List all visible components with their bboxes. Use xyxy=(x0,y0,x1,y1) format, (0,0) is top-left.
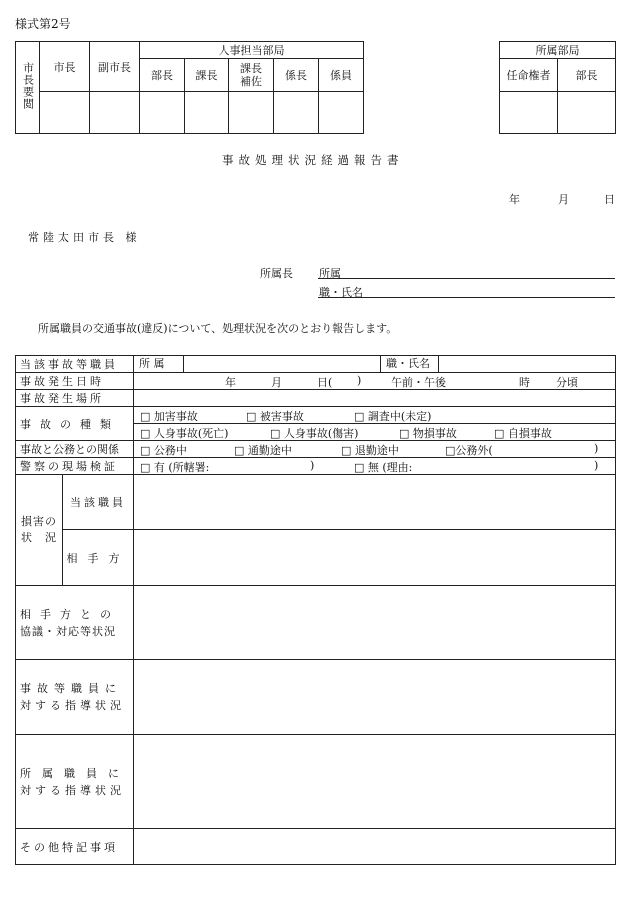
hr-role-header: 係員 xyxy=(319,59,364,92)
guide-staff-label xyxy=(16,735,134,829)
date-year: 年 xyxy=(509,193,520,206)
checkbox-injury[interactable]: □ 人身事故(傷害) xyxy=(270,427,359,440)
name-input[interactable] xyxy=(439,356,615,372)
seal-box[interactable] xyxy=(140,92,185,134)
checkbox-injury-death[interactable]: □ 人身事故(死亡) xyxy=(140,427,229,440)
hr-role-header: 係長 xyxy=(274,59,319,92)
police-label: 警察の現場検証 xyxy=(16,458,134,475)
damage-label: 損害の 状 況 xyxy=(16,475,63,586)
datetime-field[interactable] xyxy=(134,373,616,390)
guide-staff-label-line1: 所属職員に xyxy=(20,766,130,780)
reporter-affiliation-label: 所属 xyxy=(319,267,341,280)
datetime-close: ) xyxy=(357,374,362,387)
own-role-header: 部長 xyxy=(558,59,616,92)
reporter-name-label: 職・氏名 xyxy=(319,286,363,299)
reporter-head-label: 所属長 xyxy=(260,267,293,280)
duty-label: 事故と公務との関係 xyxy=(16,441,134,458)
document-title: 事故処理状況経過報告書 xyxy=(222,153,404,167)
affiliation-label: 所 属 xyxy=(134,356,184,372)
checkbox-police-no[interactable]: □ 無 (理由: xyxy=(354,461,413,474)
addressee: 常陸太田市長 様 xyxy=(28,231,141,244)
datetime-day: 日( xyxy=(317,376,333,389)
negotiation-input[interactable] xyxy=(134,586,616,660)
duty-options xyxy=(134,441,616,458)
seal-box[interactable] xyxy=(558,92,616,134)
affiliation-underline xyxy=(318,278,615,279)
checkbox-off-duty[interactable]: □公務外( xyxy=(445,444,493,457)
damage-self-input[interactable] xyxy=(134,475,616,530)
datetime-ampm: 午前・午後 xyxy=(391,376,446,389)
police-yes-close: ) xyxy=(310,459,315,472)
damage-other-input[interactable] xyxy=(134,530,616,586)
guide-accident-label-line1: 事故等職員に xyxy=(20,682,122,695)
place-input[interactable] xyxy=(134,390,616,407)
type-label: 事故の種類 xyxy=(16,407,134,441)
seal-box[interactable] xyxy=(185,92,229,134)
hr-role-header: 部長 xyxy=(140,59,185,92)
guide-staff-label-line2: 対する指導状況 xyxy=(20,783,125,797)
seal-box[interactable] xyxy=(500,92,558,134)
negotiation-label-line1: 相手方との xyxy=(20,607,120,621)
checkbox-investigating[interactable]: □ 調査中(未定) xyxy=(354,410,432,423)
damage-other-label: 相手方 xyxy=(63,530,134,586)
employee-field[interactable] xyxy=(134,356,616,373)
checkbox-return-commute[interactable]: □ 退勤途中 xyxy=(341,444,399,457)
date-month: 月 xyxy=(558,193,569,206)
employee-label: 当該事故等職員 xyxy=(16,356,134,373)
mayor-header: 市長 xyxy=(40,42,90,92)
deputy-mayor-header: 副市長 xyxy=(90,42,140,92)
checkbox-harm[interactable]: □ 加害事故 xyxy=(140,410,198,423)
guide-staff-input[interactable] xyxy=(134,735,616,829)
type-options-row2 xyxy=(134,424,616,441)
hr-role-header: 課長 補佐 xyxy=(229,59,274,92)
report-table xyxy=(15,355,616,865)
checkbox-police-yes[interactable]: □ 有 (所轄署: xyxy=(140,461,210,474)
checkbox-victim[interactable]: □ 被害事故 xyxy=(246,410,304,423)
datetime-month: 月 xyxy=(271,376,282,389)
datetime-label: 事故発生日時 xyxy=(16,373,134,390)
datetime-minute: 分頃 xyxy=(556,376,578,389)
own-dept-header: 所属部局 xyxy=(500,42,616,59)
type-options-row1 xyxy=(134,407,616,424)
name-label: 職・氏名 xyxy=(381,356,439,372)
seal-box[interactable] xyxy=(40,92,90,134)
checkbox-on-duty[interactable]: □ 公務中 xyxy=(140,444,187,457)
other-label: その他特記事項 xyxy=(16,829,134,865)
date-day: 日 xyxy=(604,193,615,206)
seal-box[interactable] xyxy=(274,92,319,134)
hr-role-header: 課長 xyxy=(185,59,229,92)
police-no-close: ) xyxy=(594,459,599,472)
guide-accident-label xyxy=(16,660,134,735)
seal-box[interactable] xyxy=(319,92,364,134)
dept-approval-table xyxy=(499,41,616,134)
seal-box[interactable] xyxy=(229,92,274,134)
hr-dept-header: 人事担当部局 xyxy=(140,42,364,59)
checkbox-self[interactable]: □ 自損事故 xyxy=(494,427,552,440)
negotiation-label xyxy=(16,586,134,660)
form-number: 様式第2号 xyxy=(15,17,71,31)
datetime-hour: 時 xyxy=(519,376,530,389)
damage-self-label: 当該職員 xyxy=(63,475,134,530)
own-role-header: 任命権者 xyxy=(500,59,558,92)
name-underline xyxy=(318,297,615,298)
negotiation-label-line2: 協議・対応等状況 xyxy=(20,624,116,638)
seal-box[interactable] xyxy=(90,92,140,134)
checkbox-commute[interactable]: □ 通勤途中 xyxy=(234,444,292,457)
guide-accident-label-line2: 対する指導状況 xyxy=(20,699,125,712)
datetime-year: 年 xyxy=(225,376,236,389)
guide-accident-input[interactable] xyxy=(134,660,616,735)
place-label: 事故発生場所 xyxy=(16,390,134,407)
other-input[interactable] xyxy=(134,829,616,865)
police-options xyxy=(134,458,616,475)
mayor-review-header: 市長要閲 xyxy=(16,42,40,134)
approval-table xyxy=(15,41,364,134)
affiliation-input[interactable] xyxy=(184,356,381,372)
duty-close: ) xyxy=(594,442,599,455)
intro-text: 所属職員の交通事故(違反)について、処理状況を次のとおり報告します。 xyxy=(38,322,398,335)
checkbox-property[interactable]: □ 物損事故 xyxy=(399,427,457,440)
